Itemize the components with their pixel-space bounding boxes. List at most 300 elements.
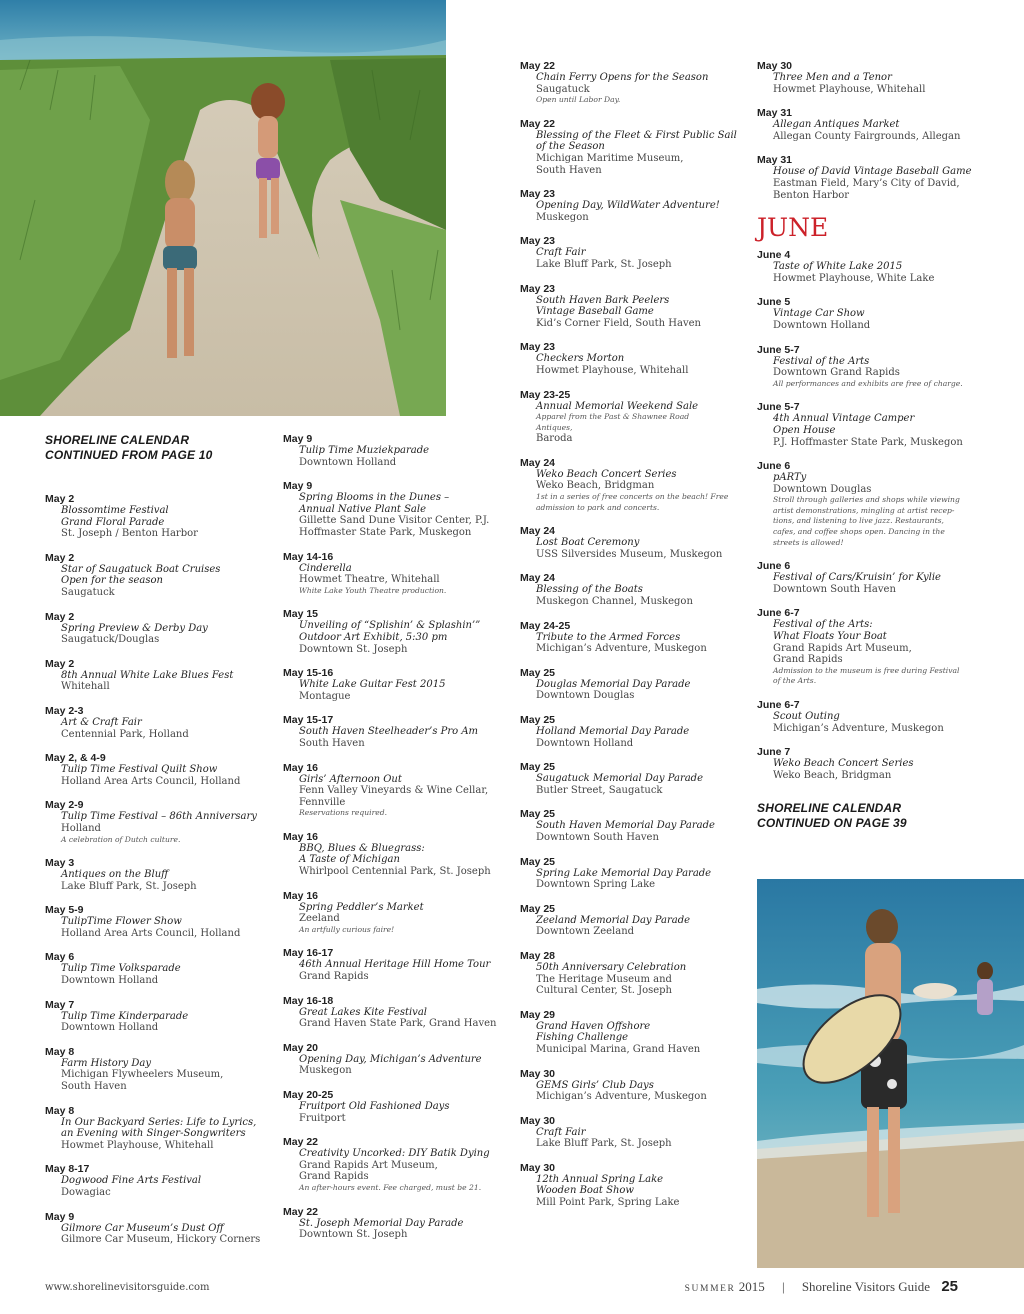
event-location: The Heritage Museum and	[536, 973, 672, 985]
event-note: artist demonstrations, mingling at artist recep-	[773, 505, 955, 515]
event-title: Allegan Antiques Market	[773, 119, 900, 131]
event-title: Spring Preview & Derby Day	[61, 622, 208, 634]
event-location: Grand Haven State Park, Grand Haven	[299, 1018, 497, 1030]
event-title: Checkers Morton	[536, 353, 625, 365]
calendar-event	[45, 658, 275, 693]
event-location: Downtown St. Joseph	[299, 1229, 408, 1241]
event-title: A Taste of Michigan	[299, 854, 400, 866]
calendar-event	[520, 188, 750, 223]
calendar-event	[520, 1162, 750, 1209]
calendar-event	[520, 525, 750, 560]
event-location: Muskegon	[536, 211, 589, 223]
event-location: South Haven	[299, 737, 365, 749]
calendar-event	[283, 1136, 508, 1193]
event-note: White Lake Youth Theatre production.	[299, 585, 447, 595]
event-location: Grand Rapids	[299, 971, 369, 983]
calendar-event	[45, 1211, 275, 1246]
event-title: Festival of the Arts	[773, 355, 870, 367]
event-location: Downtown Grand Rapids	[773, 367, 900, 379]
event-date: May 2-3	[45, 704, 84, 717]
calendar-event	[45, 857, 275, 892]
event-note: Open until Labor Day.	[536, 95, 621, 105]
calendar-event	[520, 667, 750, 702]
event-title: South Haven Steelheader’s Pro Am	[299, 726, 479, 738]
continued-from-heading: SHORELINE CALENDAR CONTINUED FROM PAGE 10	[45, 433, 213, 462]
event-date: May 24	[520, 456, 556, 469]
event-date: May 2, & 4-9	[45, 752, 106, 765]
event-location: Michigan Flywheelers Museum,	[61, 1069, 224, 1081]
event-location: Weko Beach, Bridgman	[773, 769, 892, 781]
event-note: An after-hours event. Fee charged, must be 21.	[299, 1182, 482, 1192]
event-date: June 4	[757, 249, 791, 262]
footer-season: SUMMER	[684, 1284, 736, 1294]
event-date: May 24-25	[520, 619, 571, 632]
event-title: Unveiling of “Splishin’ & Splashin’”	[299, 620, 481, 632]
event-date: May 28	[520, 949, 556, 962]
event-date: May 22	[283, 1136, 319, 1149]
event-title: Blessing of the Fleet & First Public Sail	[536, 129, 737, 141]
event-location: Holland Area Arts Council, Holland	[61, 927, 241, 939]
event-title: 50th Anniversary Celebration	[536, 961, 687, 973]
calendar-event	[520, 761, 750, 796]
calendar-event	[520, 572, 750, 607]
calendar-event	[283, 608, 508, 655]
event-location: Municipal Marina, Grand Haven	[536, 1043, 701, 1055]
event-title: In Our Backyard Series: Life to Lyrics,	[61, 1116, 257, 1128]
event-title: pARTy	[773, 472, 807, 484]
event-title: Weko Beach Concert Series	[773, 758, 914, 770]
event-title: 12th Annual Spring Lake	[536, 1173, 664, 1185]
calendar-event	[45, 705, 275, 740]
event-location: Fenn Valley Vineyards & Wine Cellar,	[299, 785, 489, 797]
event-location: Downtown Holland	[536, 737, 634, 749]
event-date: May 5-9	[45, 904, 84, 917]
event-location: Downtown Spring Lake	[536, 879, 656, 891]
event-location: Howmet Playhouse, Whitehall	[773, 83, 926, 95]
event-title: Girls’ Afternoon Out	[299, 773, 402, 785]
event-location: Butler Street, Saugatuck	[536, 784, 663, 796]
event-location: Muskegon Channel, Muskegon	[536, 596, 693, 608]
event-title: an Evening with Singer-Songwriters	[61, 1128, 246, 1140]
event-title: Star of Saugatuck Boat Cruises	[61, 563, 221, 575]
event-date: May 7	[45, 998, 75, 1011]
event-location: Fruitport	[299, 1112, 346, 1124]
event-title: Annual Memorial Weekend Sale	[536, 400, 699, 412]
june-heading: JUNE	[757, 213, 829, 243]
event-title: Three Men and a Tenor	[773, 72, 892, 83]
event-location: Muskegon	[299, 1065, 352, 1077]
event-title: 4th Annual Vintage Camper	[773, 413, 915, 425]
event-title: Tulip Time Muziekparade	[299, 445, 430, 456]
event-date: May 25	[520, 902, 556, 915]
calendar-event	[757, 401, 982, 448]
skimboard-beach-photo	[757, 879, 1024, 1268]
event-location: Grand Rapids	[773, 654, 843, 666]
event-location: Baroda	[536, 433, 573, 445]
calendar-event	[757, 607, 982, 687]
event-note: An artfully curious faire!	[299, 924, 395, 934]
calendar-event	[757, 60, 982, 95]
event-date: May 16	[283, 830, 319, 843]
event-location: Saugatuck	[536, 83, 590, 95]
event-note: 1st in a series of free concerts on the beach! Free	[536, 492, 729, 502]
event-location: Weko Beach, Bridgman	[536, 480, 655, 492]
calendar-column-3	[520, 60, 750, 1221]
event-title: Antiques on the Bluff	[61, 869, 169, 881]
event-location: Lake Bluff Park, St. Joseph	[536, 1138, 672, 1150]
event-title: Spring Lake Memorial Day Parade	[536, 867, 712, 879]
event-location: Downtown St. Joseph	[299, 643, 408, 655]
event-date: May 8	[45, 1104, 75, 1117]
event-note: of the Arts.	[773, 676, 817, 686]
event-date: May 30	[757, 60, 793, 72]
event-location: Michigan’s Adventure, Muskegon	[536, 1091, 707, 1103]
calendar-event	[45, 904, 275, 939]
event-location: Grand Rapids	[299, 1171, 369, 1183]
event-title: Open House	[773, 424, 836, 436]
event-location: Downtown South Haven	[536, 831, 659, 843]
event-date: May 15-16	[283, 667, 334, 680]
calendar-event	[283, 995, 508, 1030]
event-location: South Haven	[536, 164, 602, 176]
event-title: Fishing Challenge	[536, 1032, 629, 1044]
event-date: May 16	[283, 761, 319, 774]
event-location: Downtown Zeeland	[536, 926, 635, 938]
event-date: May 22	[520, 117, 556, 130]
event-list	[283, 433, 508, 1241]
beach-path-photo	[0, 0, 446, 416]
event-location: St. Joseph / Benton Harbor	[61, 528, 198, 540]
calendar-column-1	[45, 433, 275, 1258]
event-note: admission to park and concerts.	[536, 502, 660, 512]
event-title: What Floats Your Boat	[773, 631, 887, 643]
event-location: Grand Rapids Art Museum,	[299, 1159, 438, 1171]
event-location: Mill Point Park, Spring Lake	[536, 1197, 680, 1209]
event-location: Holland	[61, 822, 101, 834]
calendar-event	[283, 762, 508, 819]
event-location: Downtown South Haven	[773, 583, 896, 595]
event-date: June 5	[757, 296, 791, 309]
calendar-event	[45, 752, 275, 787]
event-date: May 2	[45, 551, 75, 564]
event-location: Downtown Holland	[61, 975, 159, 987]
calendar-event	[283, 831, 508, 878]
event-date: May 31	[757, 154, 793, 167]
event-title: Taste of White Lake 2015	[773, 261, 903, 273]
event-location: Montague	[299, 690, 351, 702]
event-date: May 23	[520, 341, 556, 354]
calendar-event	[520, 118, 750, 176]
calendar-event	[283, 1042, 508, 1077]
footer-separator: |	[781, 1279, 785, 1294]
event-location: Michigan’s Adventure, Muskegon	[536, 643, 707, 655]
event-title: Craft Fair	[536, 1126, 586, 1138]
calendar-event	[45, 1046, 275, 1093]
event-date: May 22	[520, 60, 556, 72]
event-date: June 6-7	[757, 607, 800, 620]
event-location: Downtown Holland	[299, 456, 397, 468]
event-location: Saugatuck	[61, 586, 115, 598]
event-title: 46th Annual Heritage Hill Home Tour	[299, 959, 491, 971]
event-title: Spring Peddler’s Market	[299, 901, 424, 913]
calendar-event	[283, 480, 508, 538]
event-note: tions, and listening to live jazz. Restaurants,	[773, 516, 944, 526]
calendar-event	[45, 1105, 275, 1152]
event-date: May 24	[520, 572, 556, 585]
calendar-event	[757, 746, 982, 781]
event-location: Hoffmaster State Park, Muskegon	[299, 526, 472, 538]
calendar-event	[283, 1206, 508, 1241]
event-location: Whitehall	[61, 681, 110, 693]
calendar-event	[520, 457, 750, 513]
event-title: Farm History Day	[61, 1057, 151, 1069]
event-location: Fennville	[299, 796, 346, 808]
calendar-event	[520, 341, 750, 376]
event-date: May 2	[45, 657, 75, 670]
event-location: P.J. Hoffmaster State Park, Muskegon	[773, 436, 963, 448]
event-title: Vintage Car Show	[773, 308, 865, 320]
event-date: May 20-25	[283, 1089, 334, 1101]
event-date: May 9	[283, 433, 313, 445]
event-date: May 2	[45, 610, 75, 623]
event-title: Vintage Baseball Game	[536, 306, 654, 318]
event-list	[520, 60, 750, 1209]
event-location: Downtown Holland	[61, 1022, 159, 1034]
event-title: Opening Day, Michigan’s Adventure	[299, 1053, 482, 1065]
event-date: June 6	[757, 460, 791, 473]
event-title: Tribute to the Armed Forces	[536, 631, 681, 643]
event-title: South Haven Memorial Day Parade	[536, 820, 715, 832]
event-title: South Haven Bark Peelers	[536, 294, 670, 306]
event-title: Grand Haven Offshore	[536, 1020, 651, 1032]
event-date: May 23	[520, 235, 556, 248]
event-title: Festival of Cars/Kruisin’ for Kylie	[773, 572, 941, 584]
event-title: TulipTime Flower Show	[61, 916, 182, 928]
event-title: Zeeland Memorial Day Parade	[536, 914, 691, 926]
event-location: Saugatuck/Douglas	[61, 634, 160, 646]
event-date: June 7	[757, 746, 791, 759]
event-note: A celebration of Dutch culture.	[61, 834, 181, 844]
event-location: Grand Rapids Art Museum,	[773, 642, 912, 654]
event-location: Whirlpool Centennial Park, St. Joseph	[299, 866, 491, 878]
event-title: BBQ, Blues & Bluegrass:	[299, 842, 425, 854]
calendar-event	[45, 493, 275, 540]
event-date: May 24	[520, 525, 556, 538]
calendar-event	[45, 999, 275, 1034]
event-date: May 23	[520, 282, 556, 295]
calendar-event	[520, 60, 750, 106]
event-location: Dowagiac	[61, 1187, 111, 1198]
event-location: Benton Harbor	[773, 189, 850, 201]
event-title: Gilmore Car Museum’s Dust Off	[61, 1222, 224, 1234]
event-list	[757, 249, 982, 781]
calendar-event	[283, 947, 508, 982]
event-date: May 30	[520, 1114, 556, 1127]
event-title: White Lake Guitar Fest 2015	[299, 679, 446, 691]
event-title: Art & Craft Fair	[61, 716, 142, 728]
event-location: Howmet Playhouse, Whitehall	[61, 1139, 214, 1151]
calendar-column-2	[283, 433, 508, 1253]
event-location: Downtown Douglas	[773, 483, 872, 495]
event-title: 8th Annual White Lake Blues Fest	[61, 669, 234, 681]
event-date: May 15-17	[283, 714, 334, 727]
event-title: Holland Memorial Day Parade	[536, 726, 690, 737]
event-title: St. Joseph Memorial Day Parade	[299, 1217, 464, 1229]
event-location: Centennial Park, Holland	[61, 728, 189, 740]
event-location: Kid’s Corner Field, South Haven	[536, 317, 701, 329]
event-note: Stroll through galleries and shops while viewing	[773, 495, 960, 505]
event-date: May 15	[283, 608, 319, 621]
event-date: May 6	[45, 951, 75, 964]
calendar-event	[283, 551, 508, 597]
event-list	[757, 60, 982, 201]
event-date: May 25	[520, 808, 556, 821]
event-title: Festival of the Arts:	[773, 619, 873, 631]
calendar-event	[757, 249, 982, 284]
event-date: May 29	[520, 1008, 556, 1021]
event-title: Tulip Time Kinderparade	[61, 1010, 189, 1022]
event-date: May 8-17	[45, 1163, 90, 1176]
calendar-event	[757, 154, 982, 201]
event-note: Antiques,	[536, 422, 573, 432]
calendar-event	[520, 235, 750, 270]
event-title: Outdoor Art Exhibit, 5:30 pm	[299, 631, 448, 643]
calendar-event	[757, 296, 982, 331]
calendar-event	[520, 903, 750, 938]
event-date: May 2-9	[45, 799, 84, 812]
event-location: Holland Area Arts Council, Holland	[61, 775, 241, 787]
event-location: Howmet Playhouse, Whitehall	[536, 364, 689, 376]
event-date: May 30	[520, 1067, 556, 1080]
event-date: June 5-7	[757, 343, 800, 356]
event-location: Eastman Field, Mary’s City of David,	[773, 177, 960, 189]
event-date: May 14-16	[283, 550, 334, 563]
calendar-event	[45, 1163, 275, 1198]
event-date: May 16	[283, 889, 319, 902]
event-date: May 9	[283, 480, 313, 493]
event-location: Gillette Sand Dune Visitor Center, P.J.	[299, 515, 490, 527]
calendar-event	[757, 344, 982, 390]
calendar-event	[757, 107, 982, 142]
event-note: streets is allowed!	[773, 537, 844, 547]
calendar-event	[45, 951, 275, 986]
calendar-event	[757, 560, 982, 595]
calendar-event	[520, 1115, 750, 1150]
calendar-event	[283, 433, 508, 468]
event-title: Grand Floral Parade	[61, 516, 165, 528]
footer-url: www.shorelinevisitorsguide.com	[45, 1282, 210, 1293]
footer-year: 2015	[738, 1279, 765, 1294]
calendar-column-4	[757, 60, 982, 831]
event-title: Weko Beach Concert Series	[536, 468, 677, 480]
event-title: GEMS Girls’ Club Days	[536, 1079, 654, 1091]
calendar-event	[520, 856, 750, 891]
calendar-event	[520, 620, 750, 655]
event-location: South Haven	[61, 1081, 127, 1093]
calendar-event	[520, 808, 750, 843]
calendar-event	[520, 1009, 750, 1056]
event-title: Open for the season	[61, 575, 163, 587]
event-location: Zeeland	[299, 913, 340, 925]
event-date: May 16-18	[283, 994, 334, 1007]
event-note: Admission to the museum is free during Festival	[773, 665, 960, 675]
event-title: Tulip Time Volksparade	[61, 963, 181, 975]
event-location: Michigan’s Adventure, Muskegon	[773, 722, 944, 734]
event-date: May 25	[520, 761, 556, 774]
calendar-event	[283, 890, 508, 936]
event-date: May 25	[520, 714, 556, 726]
event-title: Great Lakes Kite Festival	[299, 1006, 427, 1018]
event-date: May 23	[520, 188, 556, 201]
event-location: Howmet Theatre, Whitehall	[299, 574, 440, 586]
event-title: Craft Fair	[536, 247, 586, 259]
calendar-event	[283, 667, 508, 702]
event-title: Cinderella	[299, 562, 352, 574]
event-title: Blessing of the Boats	[536, 584, 643, 596]
calendar-event	[45, 611, 275, 646]
calendar-event	[757, 699, 982, 734]
event-title: of the Season	[536, 141, 605, 153]
calendar-event	[520, 283, 750, 330]
event-date: May 20	[283, 1041, 319, 1054]
calendar-event	[520, 1068, 750, 1103]
event-location: Howmet Playhouse, White Lake	[773, 272, 935, 284]
event-location: Michigan Maritime Museum,	[536, 152, 684, 164]
calendar-event	[757, 460, 982, 548]
event-date: May 16-17	[283, 947, 334, 960]
calendar-event	[520, 389, 750, 445]
event-title: Douglas Memorial Day Parade	[536, 678, 691, 690]
event-date: May 31	[757, 107, 793, 120]
event-date: May 9	[45, 1210, 75, 1223]
event-location: Allegan County Fairgrounds, Allegan	[773, 130, 961, 142]
event-location: Cultural Center, St. Joseph	[536, 985, 673, 997]
event-note: cafes, and coffee shops open. Dancing in the	[773, 527, 945, 537]
event-date: May 30	[520, 1161, 556, 1174]
calendar-event	[283, 714, 508, 749]
event-note: Apparel from the Past & Shawnee Road	[536, 412, 690, 422]
event-date: May 8	[45, 1045, 75, 1058]
continued-on-heading: SHORELINE CALENDAR CONTINUED ON PAGE 39	[757, 801, 907, 831]
event-date: June 6-7	[757, 699, 800, 711]
event-title: Annual Native Plant Sale	[299, 503, 427, 515]
event-location: USS Silversides Museum, Muskegon	[536, 548, 723, 560]
event-title: Chain Ferry Opens for the Season	[536, 72, 709, 83]
event-title: Wooden Boat Show	[536, 1185, 634, 1197]
event-list	[45, 493, 275, 1246]
event-date: May 22	[283, 1205, 319, 1218]
event-date: May 3	[45, 857, 75, 870]
event-title: Fruitport Old Fashioned Days	[299, 1101, 450, 1112]
calendar-event	[520, 950, 750, 997]
event-date: May 25	[520, 855, 556, 868]
event-title: Tulip Time Festival Quilt Show	[61, 764, 218, 776]
footer-publication: Shoreline Visitors Guide	[801, 1279, 931, 1294]
event-title: Blossomtime Festival	[61, 505, 169, 516]
event-title: Saugatuck Memorial Day Parade	[536, 773, 704, 785]
event-title: Lost Boat Ceremony	[536, 537, 640, 549]
event-title: Creativity Uncorked: DIY Batik Dying	[299, 1148, 490, 1160]
event-date: June 6	[757, 560, 791, 573]
event-location: Gilmore Car Museum, Hickory Corners	[61, 1234, 261, 1246]
event-date: May 2	[45, 493, 75, 505]
event-location: Downtown Holland	[773, 319, 871, 331]
event-note: Reservations required.	[299, 808, 388, 818]
calendar-event	[283, 1089, 508, 1124]
event-date: May 23-25	[520, 388, 571, 401]
footer-folio	[685, 1278, 958, 1295]
event-title: Spring Blooms in the Dunes –	[299, 492, 450, 504]
